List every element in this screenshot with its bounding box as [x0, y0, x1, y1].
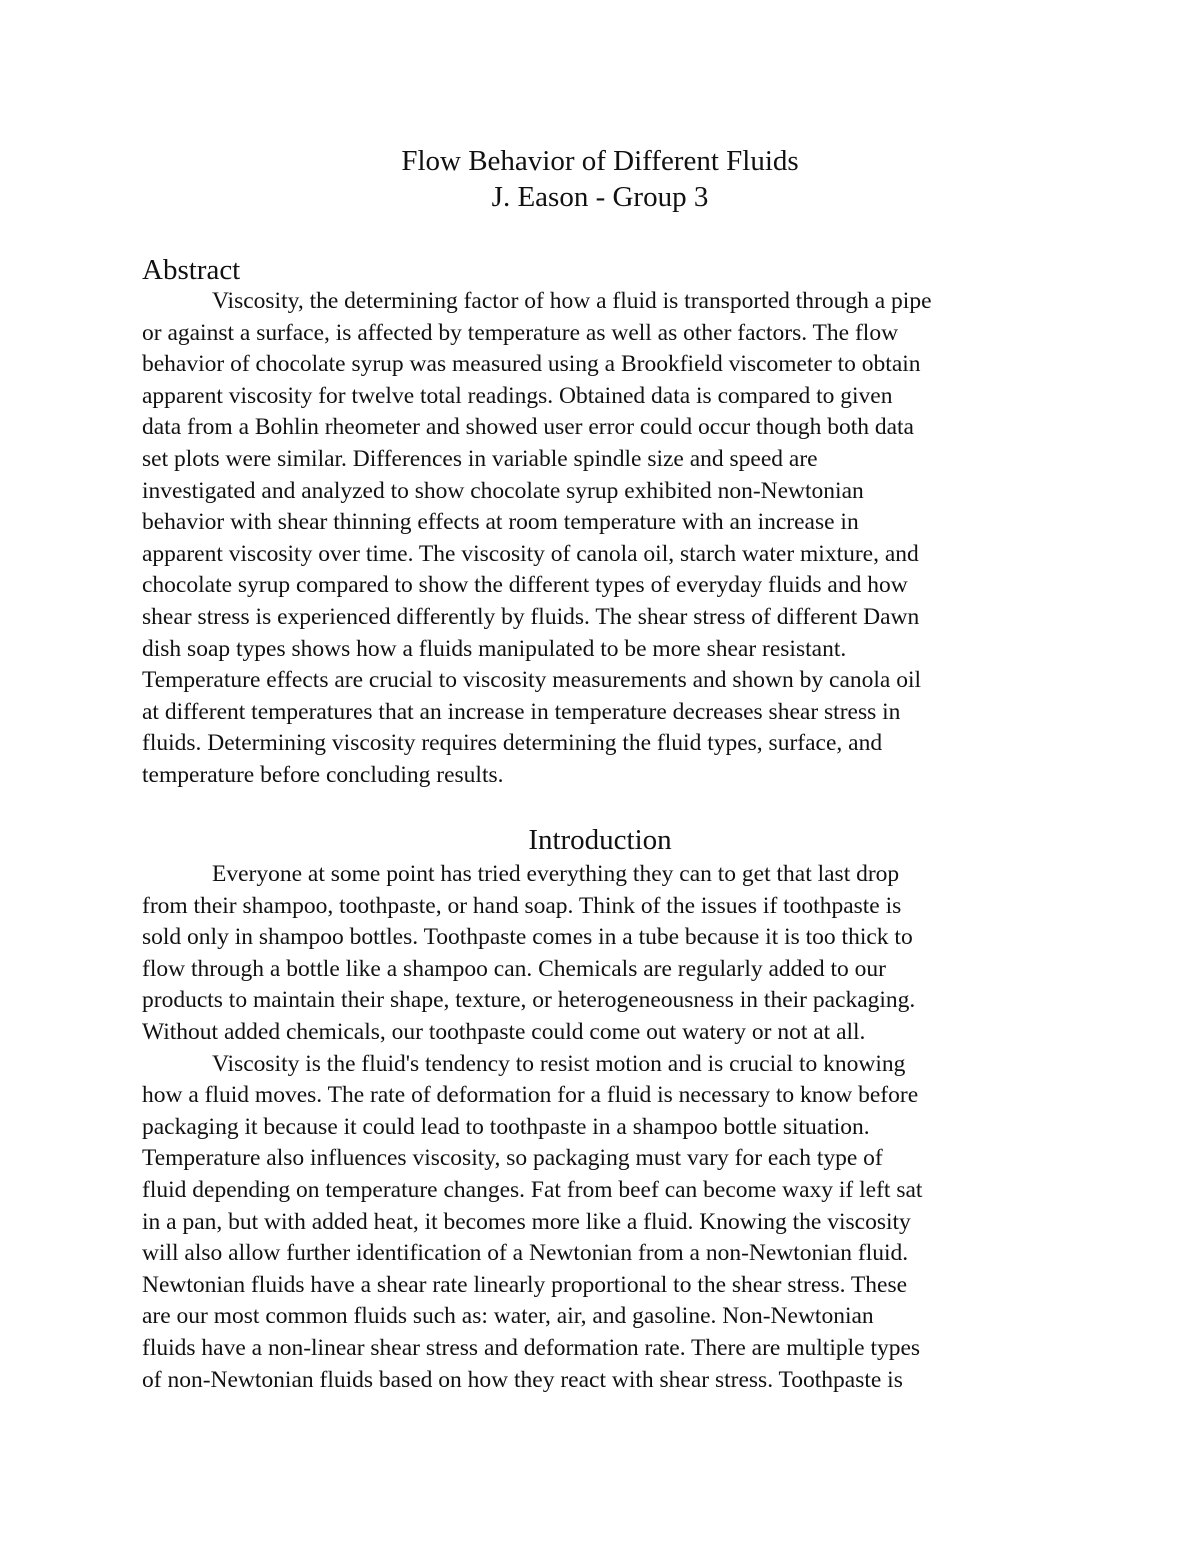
abstract-line: behavior of chocolate syrup was measured using a Brookfield viscometer to obtain	[142, 351, 921, 378]
abstract-line: Temperature effects are crucial to viscosity measurements and shown by canola oil	[142, 667, 922, 694]
abstract-line: chocolate syrup compared to show the different types of everyday fluids and how	[142, 572, 908, 599]
abstract-line: investigated and analyzed to show chocolate syrup exhibited non-Newtonian	[142, 477, 864, 504]
introduction-line: Newtonian fluids have a shear rate linearly proportional to the shear stress. These	[142, 1271, 908, 1298]
introduction-line: how a fluid moves. The rate of deformation for a fluid is necessary to know before	[142, 1082, 919, 1109]
abstract-line: at different temperatures that an increase in temperature decreases shear stress in	[142, 698, 901, 725]
introduction-line: from their shampoo, toothpaste, or hand soap. Think of the issues if toothpaste is	[142, 892, 902, 919]
abstract-line: apparent viscosity over time. The viscosity of canola oil, starch water mixture, and	[142, 540, 919, 567]
introduction-line: fluid depending on temperature changes. Fat from beef can become waxy if left sat	[142, 1176, 923, 1203]
introduction-line: will also allow further identification of a Newtonian from a non-Newtonian fluid.	[142, 1240, 909, 1267]
abstract-heading: Abstract	[142, 254, 241, 286]
introduction-line: of non-Newtonian fluids based on how they react with shear stress. Toothpaste is	[142, 1366, 903, 1393]
document-author: J. Eason - Group 3	[491, 181, 709, 213]
abstract-line: or against a surface, is affected by temperature as well as other factors. The flow	[142, 319, 899, 346]
introduction-line: in a pan, but with added heat, it becomes more like a fluid. Knowing the viscosity	[142, 1208, 911, 1235]
introduction-heading: Introduction	[528, 824, 672, 856]
abstract-line: temperature before concluding results.	[142, 761, 504, 788]
introduction-line: products to maintain their shape, texture, or heterogeneousness in their packaging.	[142, 987, 916, 1014]
introduction-line: Temperature also influences viscosity, so packaging must vary for each type of	[142, 1145, 883, 1172]
introduction-line: Viscosity is the fluid's tendency to resist motion and is crucial to knowing	[212, 1050, 906, 1077]
introduction-body	[142, 859, 1062, 1396]
abstract-line: behavior with shear thinning effects at room temperature with an increase in	[142, 509, 859, 536]
abstract-line: dish soap types shows how a fluids manipulated to be more shear resistant.	[142, 635, 847, 662]
abstract-line: data from a Bohlin rheometer and showed user error could occur though both data	[142, 414, 914, 441]
introduction-line: packaging it because it could lead to toothpaste in a shampoo bottle situation.	[142, 1113, 870, 1140]
introduction-line: are our most common fluids such as: water, air, and gasoline. Non-Newtonian	[142, 1303, 874, 1330]
abstract-line: shear stress is experienced differently by fluids. The shear stress of different Dawn	[142, 603, 920, 630]
abstract-body	[142, 286, 1062, 792]
abstract-line: fluids. Determining viscosity requires determining the fluid types, surface, and	[142, 730, 883, 757]
introduction-line: Without added chemicals, our toothpaste could come out watery or not at all.	[142, 1018, 866, 1045]
introduction-line: sold only in shampoo bottles. Toothpaste comes in a tube because it is too thick to	[142, 924, 913, 951]
abstract-line: set plots were similar. Differences in variable spindle size and speed are	[142, 445, 818, 472]
introduction-line: flow through a bottle like a shampoo can. Chemicals are regularly added to our	[142, 955, 886, 982]
document-title: Flow Behavior of Different Fluids	[401, 145, 799, 177]
abstract-line: Viscosity, the determining factor of how a fluid is transported through a pipe	[212, 288, 932, 314]
introduction-line: Everyone at some point has tried everything they can to get that last drop	[212, 861, 900, 887]
introduction-line: fluids have a non-linear shear stress and deformation rate. There are multiple types	[142, 1334, 921, 1361]
abstract-line: apparent viscosity for twelve total readings. Obtained data is compared to given	[142, 382, 893, 409]
title-block	[0, 143, 1200, 215]
